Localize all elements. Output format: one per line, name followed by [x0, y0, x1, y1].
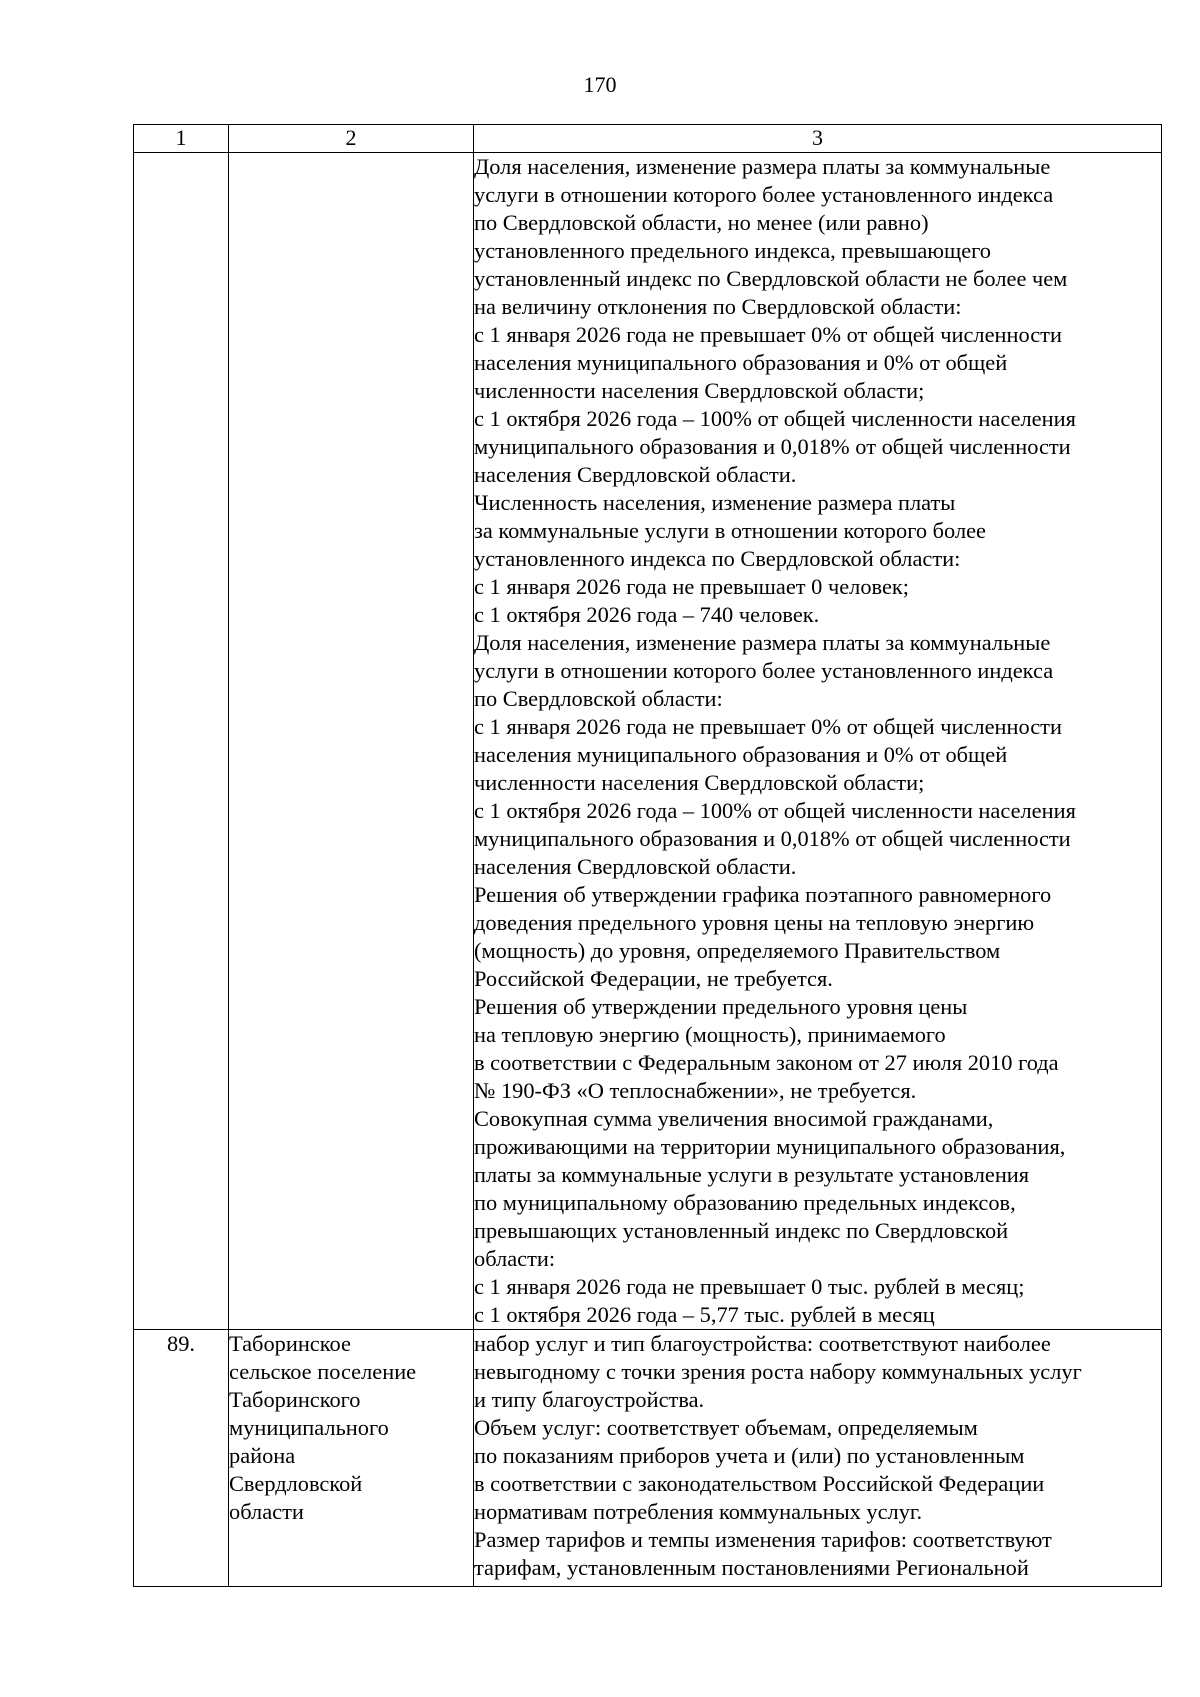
text-line: по Свердловской области, но менее (или равно) [474, 210, 929, 235]
text-line: доведения предельного уровня цены на тепловую энергию [474, 910, 1035, 935]
text-line: Доля населения, изменение размера платы за коммунальные [474, 630, 1051, 655]
text-line: муниципального образования и 0,018% от общей численности [474, 826, 1071, 851]
text-line: набор услуг и тип благоустройства: соответствуют наиболее [474, 1331, 1051, 1356]
document-table [133, 124, 1162, 1587]
text-line: муниципального образования и 0,018% от общей численности [474, 434, 1071, 459]
municipality-name-cell [229, 1330, 474, 1587]
text-line: численности населения Свердловской области; [474, 770, 925, 795]
text-line: Объем услуг: соответствует объемам, определяемым [474, 1415, 978, 1440]
text-line: населения муниципального образования и 0% от общей [474, 742, 1008, 767]
text-line: с 1 октября 2026 года – 5,77 тыс. рублей в месяц [474, 1302, 935, 1327]
text-line: с 1 октября 2026 года – 100% от общей численности населения [474, 798, 1076, 823]
text-line: численности населения Свердловской области; [474, 378, 925, 403]
text-line: на тепловую энергию (мощность), принимаемого [474, 1022, 946, 1047]
text-line: Размер тарифов и темпы изменения тарифов: соответствуют [474, 1527, 1052, 1552]
text-line: в соответствии с законодательством Российской Федерации [474, 1471, 1045, 1496]
text-line: населения Свердловской области. [474, 462, 797, 487]
row-number-cell: 89. [134, 1330, 229, 1587]
text-line: с 1 января 2026 года не превышает 0% от общей численности [474, 714, 1062, 739]
text-line: проживающими на территории муниципального образования, [474, 1134, 1066, 1159]
table-header-row [134, 125, 1162, 153]
name-line: сельское поселение [229, 1359, 417, 1384]
header-cell-3: 3 [474, 125, 1162, 153]
text-line: услуги в отношении которого более установленного индекса [474, 658, 1054, 683]
text-line: по муниципальному образованию предельных индексов, [474, 1190, 1016, 1215]
text-line: населения муниципального образования и 0% от общей [474, 350, 1008, 375]
text-line: установленный индекс по Свердловской области не более чем [474, 266, 1068, 291]
table-row [134, 153, 1162, 1330]
text-line: Совокупная сумма увеличения вносимой гражданами, [474, 1106, 994, 1131]
text-line: за коммунальные услуги в отношении которого более [474, 518, 986, 543]
text-line: с 1 октября 2026 года – 740 человек. [474, 602, 820, 627]
text-line: и типу благоустройства. [474, 1387, 705, 1412]
text-line: Решения об утверждении графика поэтапного равномерного [474, 882, 1052, 907]
text-line: с 1 января 2026 года не превышает 0 тыс. рублей в месяц; [474, 1274, 1025, 1299]
text-line: с 1 января 2026 года не превышает 0% от общей численности [474, 322, 1062, 347]
header-cell-1: 1 [134, 125, 229, 153]
page-number: 170 [583, 72, 617, 97]
name-line: Таборинское [229, 1331, 351, 1356]
text-line: услуги в отношении которого более установленного индекса [474, 182, 1054, 207]
text-line: на величину отклонения по Свердловской области: [474, 294, 962, 319]
text-line: превышающих установленный индекс по Свердловской [474, 1218, 1009, 1243]
text-line: Численность населения, изменение размера платы [474, 490, 956, 515]
text-line: по показаниям приборов учета и (или) по установленным [474, 1443, 1025, 1468]
text-line: населения Свердловской области. [474, 854, 797, 879]
text-line: № 190-ФЗ «О теплоснабжении», не требуется. [474, 1078, 917, 1103]
text-line: области: [474, 1246, 556, 1271]
municipality-name-cell [229, 153, 474, 1330]
row-number-cell [134, 153, 229, 1330]
text-line: установленного предельного индекса, превышающего [474, 238, 992, 263]
text-line: с 1 января 2026 года не превышает 0 человек; [474, 574, 909, 599]
name-line: района [229, 1443, 296, 1468]
table-row [134, 1330, 1162, 1587]
text-line: платы за коммунальные услуги в результате установления [474, 1162, 1030, 1187]
text-line: (мощность) до уровня, определяемого Правительством [474, 938, 1001, 963]
text-line: Решения об утверждении предельного уровня цены [474, 994, 968, 1019]
text-line: нормативам потребления коммунальных услуг. [474, 1499, 923, 1524]
header-cell-2: 2 [229, 125, 474, 153]
name-line: области [229, 1499, 304, 1524]
text-line: Российской Федерации, не требуется. [474, 966, 833, 991]
description-cell [474, 153, 1162, 1330]
text-line: тарифам, установленным постановлениями Региональной [474, 1555, 1029, 1580]
text-line: по Свердловской области: [474, 686, 723, 711]
name-line: муниципального [229, 1415, 389, 1440]
text-line: установленного индекса по Свердловской области: [474, 546, 961, 571]
description-cell [474, 1330, 1162, 1587]
name-line: Свердловской [229, 1471, 363, 1496]
text-line: с 1 октября 2026 года – 100% от общей численности населения [474, 406, 1076, 431]
name-line: Таборинского [229, 1387, 361, 1412]
text-line: в соответствии с Федеральным законом от 27 июля 2010 года [474, 1050, 1059, 1075]
text-line: невыгодному с точки зрения роста набору коммунальных услуг [474, 1359, 1082, 1384]
text-line: Доля населения, изменение размера платы за коммунальные [474, 154, 1051, 179]
